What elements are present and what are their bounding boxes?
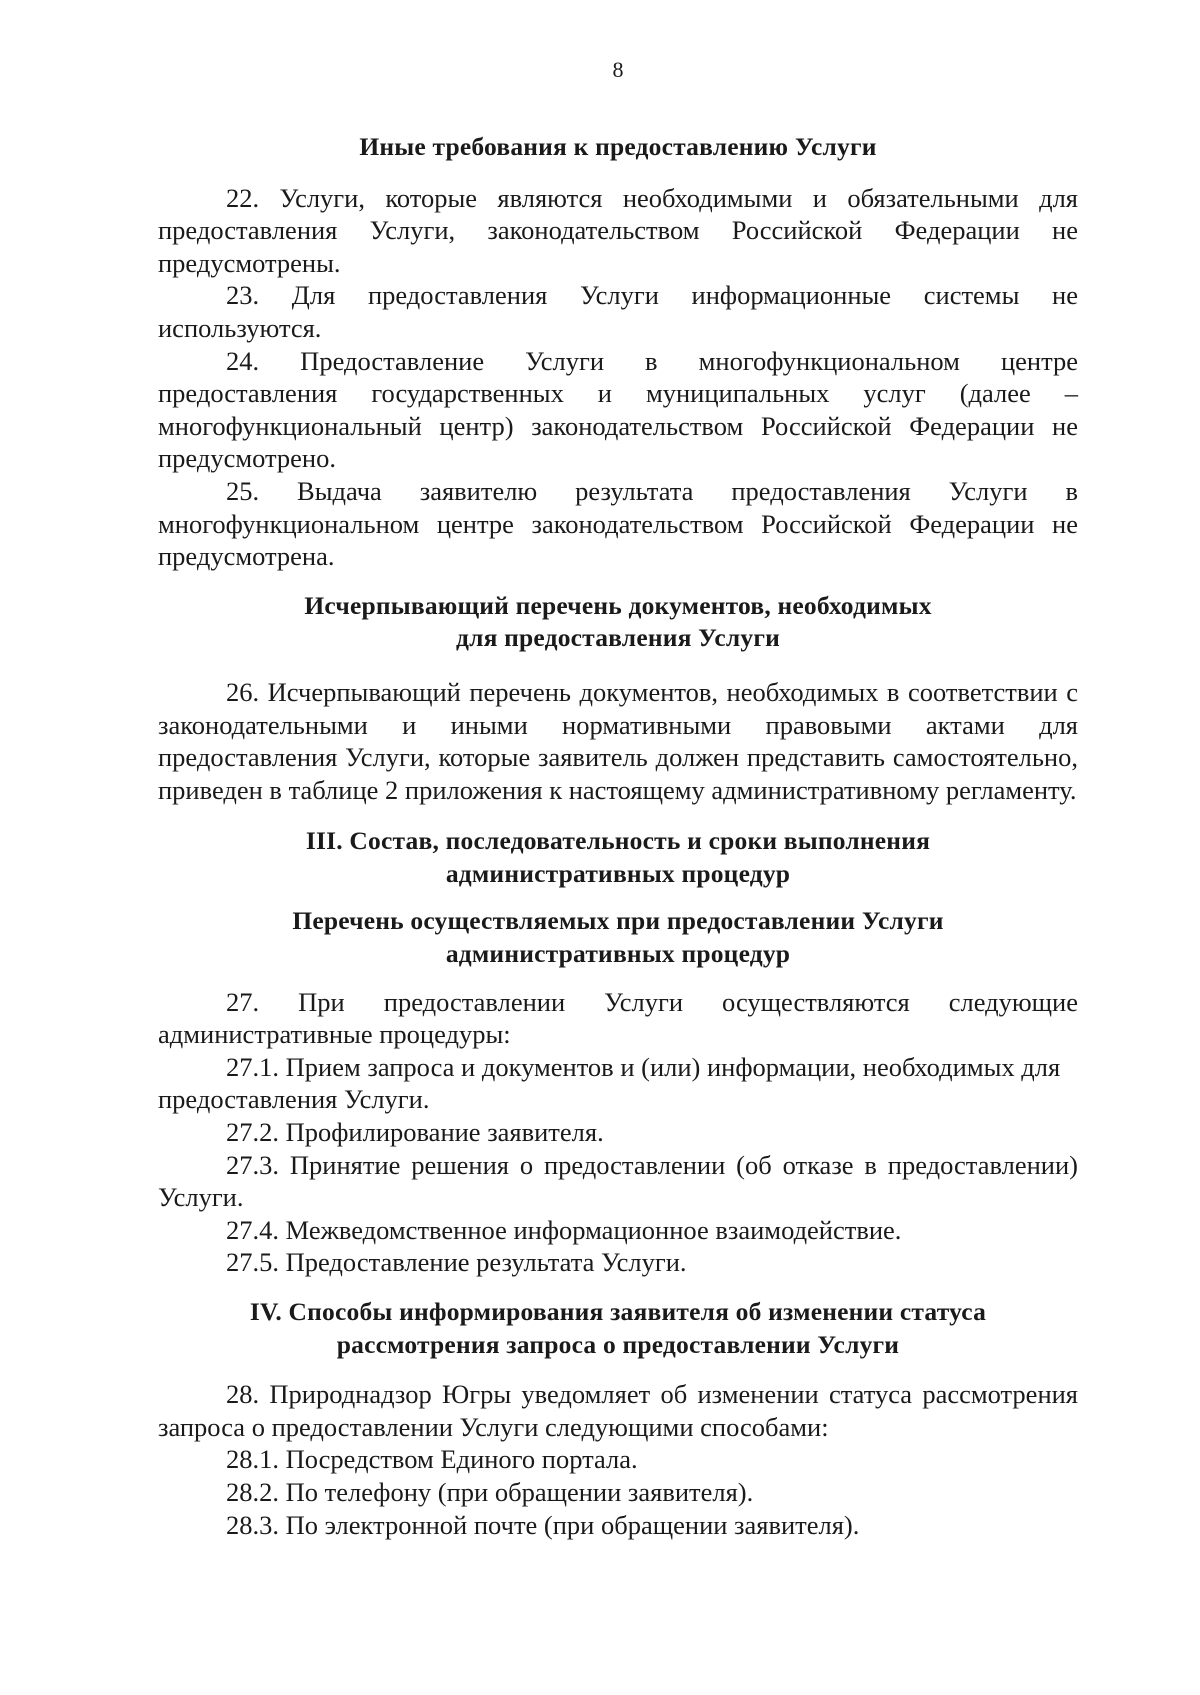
- document-body: [158, 131, 1078, 1541]
- chapter-heading: [158, 825, 1078, 890]
- list-item: 28.1. Посредством Единого портала.: [226, 1444, 638, 1475]
- paragraph-24: 24. Предоставление Услуги в многофункциональном центре предоставления государственных и муниципальных услуг (далее – многофункциональный центр) законодательством Российской Федерации не предусмотрено.: [158, 345, 1078, 474]
- list-item: 27.4. Межведомственное информационное взаимодействие.: [226, 1214, 902, 1245]
- section-heading: Иные требования к предоставлению Услуги: [359, 132, 877, 161]
- heading-line: III. Состав, последовательность и сроки выполнения: [305, 826, 931, 856]
- list-item: 27.3. Принятие решения о предоставлении (об отказе в предоставлении) Услуги.: [158, 1149, 1078, 1213]
- section-heading: [158, 905, 1078, 970]
- heading-line: Перечень осуществляемых при предоставлении Услуги: [292, 906, 944, 936]
- list-item: 28.3. По электронной почте (при обращении заявителя).: [226, 1509, 860, 1540]
- heading-line: рассмотрения запроса о предоставлении Услуги: [336, 1329, 900, 1359]
- heading-line: административных процедур: [445, 939, 791, 969]
- heading-line: для предоставления Услуги: [455, 623, 780, 653]
- list-item: 27.2. Профилирование заявителя.: [226, 1117, 604, 1148]
- heading-line: административных процедур: [445, 858, 791, 888]
- paragraph-25: 25. Выдача заявителю результата предоставления Услуги в многофункциональном центре законодательством Российской Федерации не предусмотрена.: [158, 475, 1078, 572]
- paragraph-23: 23. Для предоставления Услуги информационные системы не используются.: [158, 280, 1078, 343]
- list-item: 27.5. Предоставление результата Услуги.: [226, 1247, 687, 1278]
- paragraph-22: 22. Услуги, которые являются необходимыми и обязательными для предоставления Услуги, законодательством Российской Федерации не предусмотрены.: [158, 182, 1078, 278]
- heading-line: Исчерпывающий перечень документов, необходимых: [304, 590, 932, 620]
- paragraph-28: 28. Природнадзор Югры уведомляет об изменении статуса рассмотрения запроса о предоставлении Услуги следующими способами:: [158, 1379, 1078, 1442]
- list-item: 27.1. Прием запроса и документов и (или) информации, необходимых для предоставления Услуги.: [158, 1051, 1061, 1115]
- heading-line: IV. Способы информирования заявителя об изменении статуса: [249, 1297, 987, 1326]
- section-heading: [158, 590, 1078, 655]
- page-number: 8: [612, 57, 624, 82]
- list-item: 28.2. По телефону (при обращении заявителя).: [226, 1476, 754, 1507]
- paragraph-27: 27. При предоставлении Услуги осуществляются следующие административные процедуры:: [158, 986, 1078, 1050]
- chapter-heading: [158, 1296, 1078, 1361]
- paragraph-26: 26. Исчерпывающий перечень документов, необходимых в соответствии с законодательными и иными нормативными правовыми актами для предоставления Услуги, которые заявитель должен представить самостоятельно, приведен в таблице 2 приложения к настоящему административному регламенту.: [158, 676, 1078, 805]
